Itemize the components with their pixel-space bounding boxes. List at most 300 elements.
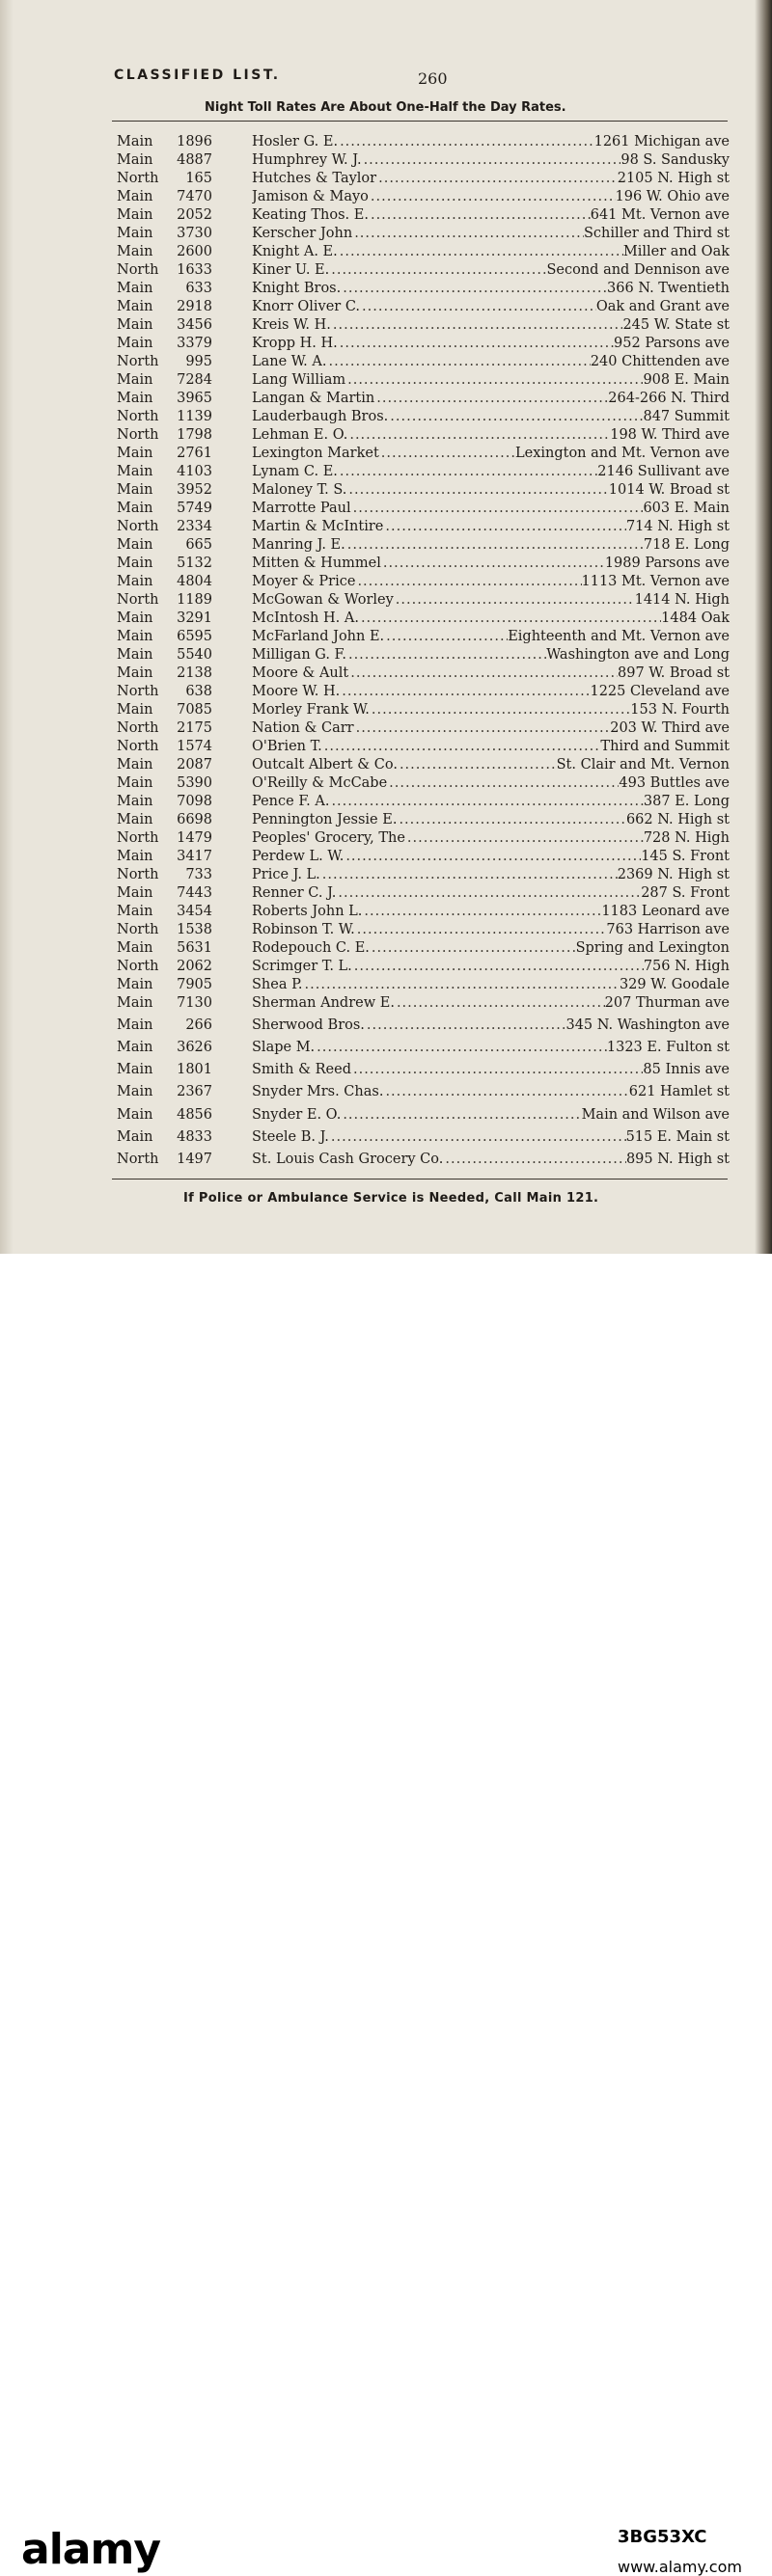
business-name: Langan & Martin xyxy=(252,391,375,406)
street-address: Main and Wilson ave xyxy=(581,1106,730,1123)
listing-row xyxy=(0,1061,772,1079)
listing-entry xyxy=(252,1039,730,1057)
listing-row xyxy=(0,518,772,536)
listing-entry xyxy=(252,316,730,335)
phone-number: 3952 xyxy=(177,482,212,498)
listing-entry xyxy=(252,573,730,591)
exchange-name: Main xyxy=(117,904,153,919)
listing-entry xyxy=(252,958,730,976)
street-address: 1261 Michigan ave xyxy=(593,134,730,149)
listing-entry xyxy=(252,188,730,206)
street-address: 895 N. High st xyxy=(625,1151,730,1167)
exchange-name: North xyxy=(117,409,159,424)
street-address: Miller and Oak xyxy=(622,244,730,259)
exchange-name: Main xyxy=(117,940,153,956)
emergency-notice: If Police or Ambulance Service is Needed, Call Main 121. xyxy=(183,1191,599,1206)
dot-leader xyxy=(365,1017,566,1035)
street-address: 207 Thurman ave xyxy=(604,995,730,1011)
street-address: 203 W. Third ave xyxy=(610,720,730,736)
business-name: Rodepouch C. E. xyxy=(252,940,370,956)
dot-leader xyxy=(348,664,618,683)
listing-row xyxy=(0,390,772,408)
dot-leader xyxy=(341,1106,581,1125)
listing-entry xyxy=(252,829,730,848)
listing-entry xyxy=(252,335,730,353)
listing-row xyxy=(0,958,772,976)
listing-row xyxy=(0,316,772,335)
listing-entry xyxy=(252,518,730,536)
street-address: 1414 N. High xyxy=(634,592,730,608)
exchange-name: Main xyxy=(117,702,153,718)
exchange-name: Main xyxy=(117,610,153,626)
exchange-name: North xyxy=(117,171,159,186)
dot-leader xyxy=(362,151,621,170)
business-name: Martin & McIntire xyxy=(252,519,384,534)
listing-entry xyxy=(252,756,730,774)
listing-entry xyxy=(252,133,730,151)
dot-leader xyxy=(303,976,620,994)
listing-entry xyxy=(252,555,730,573)
street-address: 493 Buttles ave xyxy=(619,775,730,791)
exchange-name: Main xyxy=(117,537,153,553)
business-name: Lexington Market xyxy=(252,446,379,461)
business-name: Roberts John L. xyxy=(252,904,363,919)
street-address: Schiller and Third st xyxy=(583,226,730,241)
listing-entry xyxy=(252,371,730,390)
listing-entry xyxy=(252,280,730,298)
dot-leader xyxy=(383,1083,628,1101)
street-address: 1484 Oak xyxy=(661,610,730,626)
dot-leader xyxy=(344,848,641,866)
listing-entry xyxy=(252,994,730,1013)
dot-leader xyxy=(322,738,601,756)
listing-row xyxy=(0,243,772,261)
street-address: 756 N. High xyxy=(643,959,730,974)
dot-leader xyxy=(331,316,623,335)
business-name: Mitten & Hummel xyxy=(252,556,381,571)
business-name: Lynam C. E. xyxy=(252,464,338,479)
dot-leader xyxy=(346,646,546,664)
phone-number: 3379 xyxy=(177,336,212,351)
exchange-name: Main xyxy=(117,1106,153,1123)
dot-leader xyxy=(352,958,644,976)
business-name: Kreis W. H. xyxy=(252,317,331,333)
street-address: 287 S. Front xyxy=(641,885,730,901)
phone-number: 733 xyxy=(185,867,212,882)
business-name: Knight Bros. xyxy=(252,281,342,296)
dot-leader xyxy=(443,1151,626,1169)
listing-row xyxy=(0,536,772,555)
listing-entry xyxy=(252,243,730,261)
listing-entry xyxy=(252,1083,730,1101)
listing-row xyxy=(0,756,772,774)
listing-entry xyxy=(252,298,730,316)
listing-row xyxy=(0,774,772,793)
business-name: Maloney T. S. xyxy=(252,482,347,498)
listing-entry xyxy=(252,261,730,280)
exchange-name: Main xyxy=(117,794,153,809)
exchange-name: North xyxy=(117,739,159,754)
stock-image-id: 3BG53XC xyxy=(618,2527,707,2547)
business-name: O'Reilly & McCabe xyxy=(252,775,388,791)
listing-row xyxy=(0,225,772,243)
exchange-name: Main xyxy=(117,885,153,901)
business-name: Smith & Reed xyxy=(252,1062,351,1078)
dot-leader xyxy=(369,206,591,225)
listing-entry xyxy=(252,1151,730,1169)
listing-entry xyxy=(252,1128,730,1147)
business-name: Milligan G. F. xyxy=(252,647,346,663)
listing-entry xyxy=(252,408,730,426)
dot-leader xyxy=(381,555,605,573)
listing-entry xyxy=(252,848,730,866)
phone-number: 638 xyxy=(185,684,212,699)
listing-entry xyxy=(252,1106,730,1125)
listing-entry xyxy=(252,463,730,481)
dot-leader xyxy=(394,591,635,610)
listing-row xyxy=(0,206,772,225)
street-address: 366 N. Twentieth xyxy=(607,281,730,296)
dot-leader xyxy=(329,793,643,811)
phone-number: 7443 xyxy=(177,885,212,901)
dot-leader xyxy=(405,829,644,848)
listing-row xyxy=(0,463,772,481)
phone-number: 1801 xyxy=(177,1062,212,1078)
exchange-name: Main xyxy=(117,812,153,827)
street-address: 245 W. State st xyxy=(622,317,730,333)
exchange-name: North xyxy=(117,867,159,882)
phone-number: 7130 xyxy=(177,995,212,1011)
exchange-name: Main xyxy=(117,501,153,516)
listing-row xyxy=(0,1083,772,1101)
business-name: Lang William xyxy=(252,372,346,388)
street-address: St. Clair and Mt. Vernon xyxy=(556,757,730,773)
dot-leader xyxy=(336,884,641,903)
street-address: 2146 Sullivant ave xyxy=(597,464,730,479)
street-address: 728 N. High xyxy=(643,830,730,846)
exchange-name: Main xyxy=(117,757,153,773)
business-name: Robinson T. W. xyxy=(252,922,355,937)
listing-row xyxy=(0,298,772,316)
listing-entry xyxy=(252,921,730,939)
phone-number: 3291 xyxy=(177,610,212,626)
street-address: Eighteenth and Mt. Vernon ave xyxy=(508,629,730,644)
phone-number: 7905 xyxy=(177,977,212,992)
exchange-name: Main xyxy=(117,482,153,498)
street-address: 1014 W. Broad st xyxy=(608,482,730,498)
exchange-name: Main xyxy=(117,977,153,992)
dot-leader xyxy=(359,610,661,628)
business-name: Outcalt Albert & Co. xyxy=(252,757,398,773)
dot-leader xyxy=(384,628,508,646)
listing-entry xyxy=(252,536,730,555)
dot-leader xyxy=(370,701,630,719)
listing-row xyxy=(0,646,772,664)
exchange-name: North xyxy=(117,830,159,846)
listing-entry xyxy=(252,903,730,921)
business-name: Marrotte Paul xyxy=(252,501,351,516)
business-name: St. Louis Cash Grocery Co. xyxy=(252,1151,444,1167)
dot-leader xyxy=(320,866,618,884)
business-name: Moyer & Price xyxy=(252,574,356,589)
listing-entry xyxy=(252,500,730,518)
business-name: Sherwood Bros. xyxy=(252,1017,365,1034)
exchange-name: Main xyxy=(117,556,153,571)
phone-number: 2918 xyxy=(177,299,212,314)
exchange-name: North xyxy=(117,720,159,736)
listing-entry xyxy=(252,170,730,188)
phone-number: 1479 xyxy=(177,830,212,846)
street-address: 1323 E. Fulton st xyxy=(606,1040,730,1056)
business-name: McGowan & Worley xyxy=(252,592,394,608)
street-address: 198 W. Third ave xyxy=(610,427,730,443)
listing-entry xyxy=(252,390,730,408)
street-address: 98 S. Sandusky xyxy=(620,152,730,168)
phone-number: 4804 xyxy=(177,574,212,589)
listing-row xyxy=(0,866,772,884)
street-address: 145 S. Front xyxy=(641,849,730,864)
page-number: 260 xyxy=(418,69,448,88)
exchange-name: Main xyxy=(117,391,153,406)
listing-entry xyxy=(252,225,730,243)
exchange-name: Main xyxy=(117,775,153,791)
phone-number: 165 xyxy=(185,171,212,186)
street-address: 621 Hamlet st xyxy=(628,1084,730,1100)
dot-leader xyxy=(351,500,644,518)
phone-number: 4887 xyxy=(177,152,212,168)
listing-row xyxy=(0,719,772,738)
phone-number: 7085 xyxy=(177,702,212,718)
listing-row xyxy=(0,1017,772,1035)
exchange-name: Main xyxy=(117,317,153,333)
dot-leader xyxy=(315,1039,607,1057)
listing-row xyxy=(0,829,772,848)
dot-leader xyxy=(370,939,576,958)
phone-number: 3456 xyxy=(177,317,212,333)
dot-leader xyxy=(338,463,597,481)
listing-row xyxy=(0,151,772,170)
listing-row xyxy=(0,500,772,518)
listing-row xyxy=(0,1106,772,1125)
dot-leader xyxy=(329,261,546,280)
business-name: Jamison & Mayo xyxy=(252,189,369,204)
street-address: Washington ave and Long xyxy=(546,647,730,663)
footer-divider xyxy=(112,1179,728,1180)
exchange-name: Main xyxy=(117,464,153,479)
phone-number: 1139 xyxy=(177,409,212,424)
dot-leader xyxy=(338,335,614,353)
stock-logo: alamy xyxy=(21,2525,160,2574)
exchange-name: Main xyxy=(117,226,153,241)
dot-leader xyxy=(345,371,643,390)
dot-leader xyxy=(326,353,590,371)
listing-row xyxy=(0,738,772,756)
street-address: 714 N. High st xyxy=(625,519,730,534)
business-name: Lauderbaugh Bros. xyxy=(252,409,389,424)
listing-row xyxy=(0,426,772,445)
dot-leader xyxy=(362,903,601,921)
business-name: O'Brien T. xyxy=(252,739,322,754)
phone-number: 665 xyxy=(185,537,212,553)
exchange-name: Main xyxy=(117,207,153,223)
section-title: CLASSIFIED LIST. xyxy=(114,68,281,83)
listing-row xyxy=(0,921,772,939)
phone-number: 5390 xyxy=(177,775,212,791)
street-address: 387 E. Long xyxy=(643,794,730,809)
street-address: 763 Harrison ave xyxy=(606,922,730,937)
dot-leader xyxy=(341,280,607,298)
listing-entry xyxy=(252,793,730,811)
dot-leader xyxy=(374,390,608,408)
listing-entry xyxy=(252,610,730,628)
dot-leader xyxy=(352,225,584,243)
business-name: Lane W. A. xyxy=(252,354,327,369)
exchange-name: North xyxy=(117,1151,159,1167)
listing-row xyxy=(0,170,772,188)
listing-entry xyxy=(252,811,730,829)
business-name: Slape M. xyxy=(252,1040,316,1056)
exchange-name: Main xyxy=(117,1084,153,1100)
phone-number: 5132 xyxy=(177,556,212,571)
listing-row xyxy=(0,445,772,463)
night-toll-notice: Night Toll Rates Are About One-Half the Day Rates. xyxy=(205,100,566,115)
exchange-name: North xyxy=(117,684,159,699)
listing-row xyxy=(0,701,772,719)
street-address: 847 Summit xyxy=(643,409,730,424)
phone-number: 3454 xyxy=(177,904,212,919)
dot-leader xyxy=(379,445,515,463)
street-address: 662 N. High st xyxy=(625,812,730,827)
phone-number: 1798 xyxy=(177,427,212,443)
street-address: 952 Parsons ave xyxy=(614,336,730,351)
business-name: Steele B. J. xyxy=(252,1128,329,1145)
listing-row xyxy=(0,976,772,994)
phone-number: 2600 xyxy=(177,244,212,259)
listing-row xyxy=(0,848,772,866)
stock-watermark-bar xyxy=(0,1254,772,2576)
listing-entry xyxy=(252,1017,730,1035)
exchange-name: Main xyxy=(117,629,153,644)
listing-row xyxy=(0,481,772,500)
business-name: Hutches & Taylor xyxy=(252,171,377,186)
phone-number: 5540 xyxy=(177,647,212,663)
exchange-name: North xyxy=(117,262,159,278)
business-name: Snyder Mrs. Chas. xyxy=(252,1084,384,1100)
phone-number: 3626 xyxy=(177,1040,212,1056)
exchange-name: Main xyxy=(117,244,153,259)
business-name: Manring J. E. xyxy=(252,537,345,553)
exchange-name: Main xyxy=(117,665,153,681)
listing-row xyxy=(0,353,772,371)
listing-row xyxy=(0,261,772,280)
business-name: Knorr Oliver C. xyxy=(252,299,361,314)
phone-number: 4856 xyxy=(177,1106,212,1123)
exchange-name: Main xyxy=(117,152,153,168)
street-address: 908 E. Main xyxy=(643,372,730,388)
phone-number: 2367 xyxy=(177,1084,212,1100)
listing-row xyxy=(0,903,772,921)
listing-row xyxy=(0,133,772,151)
dot-leader xyxy=(369,188,616,206)
exchange-name: North xyxy=(117,592,159,608)
business-name: Pennington Jessie E. xyxy=(252,812,398,827)
street-address: Second and Dennison ave xyxy=(546,262,730,278)
dot-leader xyxy=(351,1061,643,1079)
listing-entry xyxy=(252,976,730,994)
phone-number: 6698 xyxy=(177,812,212,827)
business-name: Sherman Andrew E. xyxy=(252,995,395,1011)
street-address: Lexington and Mt. Vernon ave xyxy=(514,446,730,461)
listing-row xyxy=(0,1039,772,1057)
business-name: Moore W. H. xyxy=(252,684,341,699)
street-address: 515 E. Main st xyxy=(625,1128,730,1145)
phone-number: 1189 xyxy=(177,592,212,608)
phone-number: 1538 xyxy=(177,922,212,937)
business-name: Nation & Carr xyxy=(252,720,354,736)
business-name: Kiner U. E. xyxy=(252,262,330,278)
dot-leader xyxy=(354,719,611,738)
business-name: Perdew L. W. xyxy=(252,849,345,864)
listing-entry xyxy=(252,719,730,738)
phone-number: 266 xyxy=(185,1017,212,1034)
listing-row xyxy=(0,408,772,426)
phone-number: 4103 xyxy=(177,464,212,479)
exchange-name: Main xyxy=(117,189,153,204)
listing-entry xyxy=(252,646,730,664)
dot-leader xyxy=(347,426,610,445)
street-address: 264-266 N. Third xyxy=(608,391,730,406)
dot-leader xyxy=(338,133,594,151)
exchange-name: North xyxy=(117,427,159,443)
street-address: 1183 Leonard ave xyxy=(601,904,730,919)
listing-row xyxy=(0,591,772,610)
phone-number: 2138 xyxy=(177,665,212,681)
street-address: Third and Summit xyxy=(600,739,730,754)
listing-row xyxy=(0,683,772,701)
phone-number: 3417 xyxy=(177,849,212,864)
street-address: 153 N. Fourth xyxy=(630,702,730,718)
street-address: 345 N. Washington ave xyxy=(565,1017,730,1034)
street-address: 196 W. Ohio ave xyxy=(615,189,730,204)
street-address: 2105 N. High st xyxy=(617,171,730,186)
listing-entry xyxy=(252,738,730,756)
dot-leader xyxy=(387,774,619,793)
phone-number: 633 xyxy=(185,281,212,296)
business-name: McIntosh H. A. xyxy=(252,610,359,626)
listing-row xyxy=(0,884,772,903)
listing-row xyxy=(0,610,772,628)
phone-number: 1633 xyxy=(177,262,212,278)
phone-number: 7470 xyxy=(177,189,212,204)
listing-row xyxy=(0,994,772,1013)
listing-row xyxy=(0,628,772,646)
listing-entry xyxy=(252,884,730,903)
phone-number: 7098 xyxy=(177,794,212,809)
business-name: Renner C. J. xyxy=(252,885,337,901)
listing-entry xyxy=(252,151,730,170)
exchange-name: North xyxy=(117,354,159,369)
dot-leader xyxy=(355,573,581,591)
dot-leader xyxy=(398,756,557,774)
exchange-name: North xyxy=(117,519,159,534)
directory-page xyxy=(0,0,772,1254)
street-address: Spring and Lexington xyxy=(575,940,730,956)
business-name: Keating Thos. E. xyxy=(252,207,369,223)
listing-row xyxy=(0,573,772,591)
business-name: Scrimger T. L. xyxy=(252,959,352,974)
dot-leader xyxy=(388,408,643,426)
exchange-name: Main xyxy=(117,372,153,388)
